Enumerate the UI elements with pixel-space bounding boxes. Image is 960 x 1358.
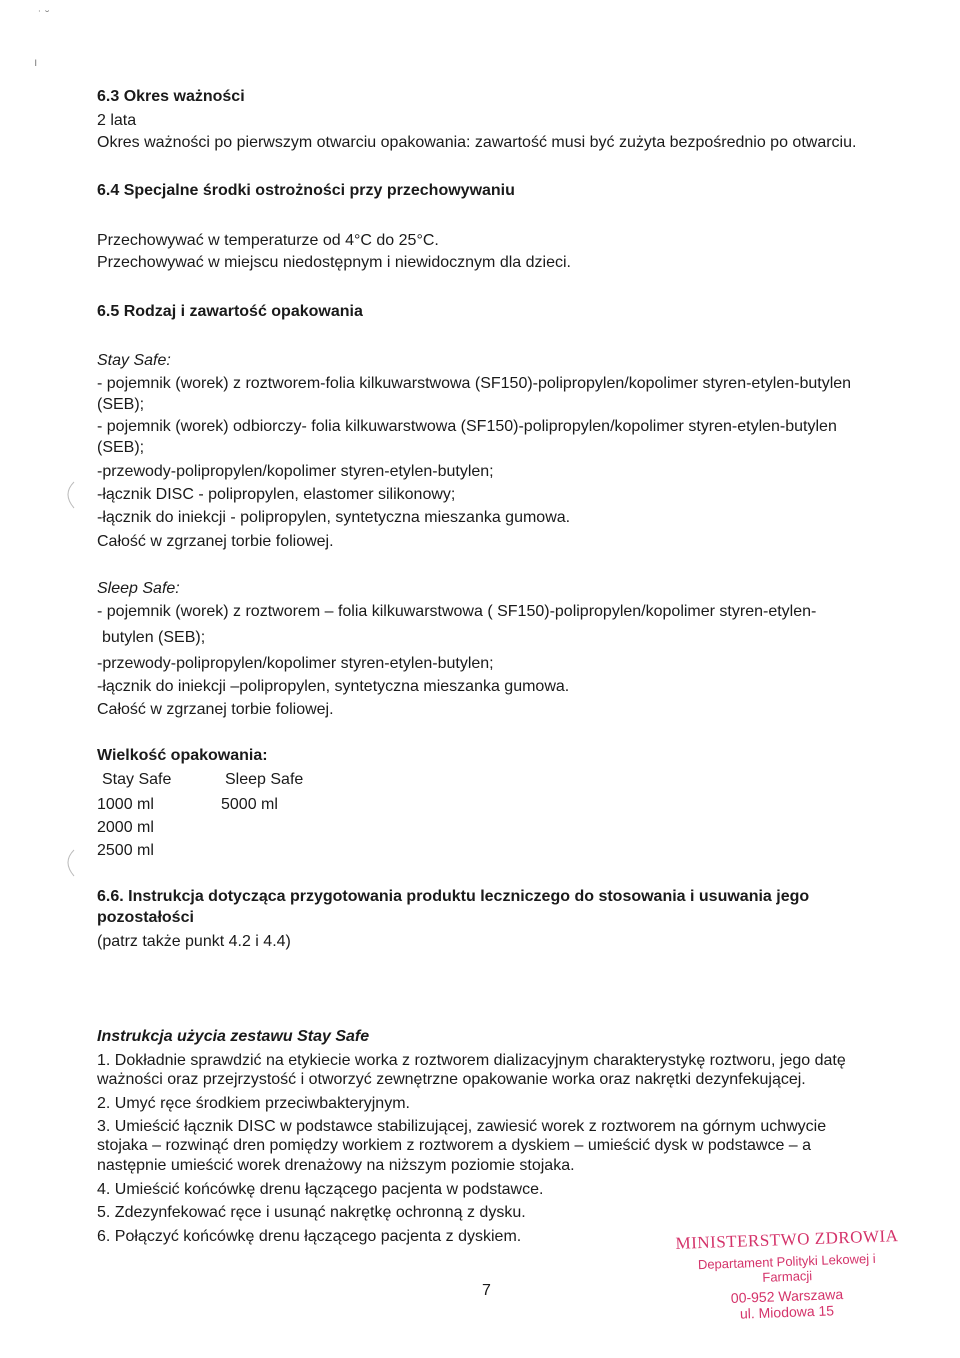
package-size-value: 2000 ml [97, 819, 154, 836]
section-6-6-heading: 6.6. Instrukcja dotycząca przygotowania produktu leczniczego do stosowania i usuwania jego [97, 888, 810, 905]
package-size-col2-header: Sleep Safe [225, 771, 304, 788]
stay-safe-line: -łącznik do iniekcji - polipropylen, syntetyczna mieszanka gumowa. [97, 509, 571, 526]
scan-artifact-mark: ı [34, 55, 38, 69]
stay-safe-line: - pojemnik (worek) z roztworem-folia kilkuwarstwowa (SF150)-polipropylen/kopolimer styren-etylen-butylen [97, 375, 852, 392]
section-6-3-text: Okres ważności po pierwszym otwarciu opakowania: zawartość musi być zużyta bezpośrednio po otwarciu. [97, 134, 857, 151]
sleep-safe-line: - pojemnik (worek) z roztworem – folia kilkuwarstwowa ( SF150)-polipropylen/kopolimer styren-etylen- [97, 603, 817, 620]
ministry-stamp [672, 1226, 902, 1322]
section-6-4-line: Przechowywać w temperaturze od 4°C do 25°C. [97, 232, 439, 249]
stamp-line: 00-952 Warszawa [730, 1286, 844, 1306]
section-6-3-value: 2 lata [97, 112, 137, 129]
stamp-line: MINISTERSTWO ZDROWIA [675, 1226, 899, 1253]
package-size-col1-header: Stay Safe [102, 771, 172, 788]
sleep-safe-line: butylen (SEB); [102, 629, 206, 646]
hole-punch-mark-icon [60, 848, 80, 878]
package-size-value: 5000 ml [221, 796, 278, 813]
sleep-safe-label: Sleep Safe: [97, 580, 180, 597]
section-6-4-line: Przechowywać w miejscu niedostępnym i niewidocznym dla dzieci. [97, 254, 571, 271]
page-number: 7 [482, 1282, 491, 1299]
stay-safe-line: - pojemnik (worek) odbiorczy- folia kilkuwarstwowa (SF150)-polipropylen/kopolimer styren-etylen-butylen [97, 418, 837, 435]
stay-safe-label: Stay Safe: [97, 352, 171, 369]
package-size-value: 1000 ml [97, 796, 154, 813]
instruction-line: 2. Umyć ręce środkiem przeciwbakteryjnym. [97, 1095, 410, 1112]
section-6-6-heading-cont: pozostałości [97, 909, 194, 926]
instruction-line: ważności oraz przejrzystość i otworzyć zewnętrzne opakowanie worka oraz nakrętki dezynfekującej. [97, 1071, 806, 1088]
stamp-line: Departament Polityki Lekowej i Farmacji [697, 1250, 876, 1285]
instruction-line: 3. Umieścić łącznik DISC w podstawce stabilizującej, zawiesić worek z roztworem na górnym uchwycie [97, 1118, 827, 1135]
sleep-safe-line: -łącznik do iniekcji –polipropylen, syntetyczna mieszanka gumowa. [97, 678, 570, 695]
section-6-6-note: (patrz także punkt 4.2 i 4.4) [97, 933, 291, 950]
instruction-line: następnie umieścić worek drenażowy na niższym poziomie stojaka. [97, 1157, 575, 1174]
scan-artifact-mark: ˙ ˘ [38, 8, 50, 22]
stay-safe-line: Całość w zgrzanej torbie foliowej. [97, 533, 334, 550]
hole-punch-mark-icon [60, 480, 80, 510]
section-6-5-heading: 6.5 Rodzaj i zawartość opakowania [97, 303, 363, 320]
instruction-line: 5. Zdezynfekować ręce i usunąć nakrętkę ochronną z dysku. [97, 1204, 526, 1221]
instruction-line: 1. Dokładnie sprawdzić na etykiecie worka z roztworem dializacyjnym charakterystykę roztworu, jego datę [97, 1052, 846, 1069]
instruction-line: 4. Umieścić końcówkę drenu łączącego pacjenta w podstawce. [97, 1181, 544, 1198]
stay-safe-line: -przewody-polipropylen/kopolimer styren-etylen-butylen; [97, 463, 494, 480]
package-size-value: 2500 ml [97, 842, 154, 859]
package-size-heading: Wielkość opakowania: [97, 747, 268, 764]
stay-safe-line: (SEB); [97, 439, 145, 456]
section-6-4-heading: 6.4 Specjalne środki ostrożności przy przechowywaniu [97, 182, 515, 199]
stamp-line: ul. Miodowa 15 [739, 1302, 835, 1322]
sleep-safe-line: -przewody-polipropylen/kopolimer styren-etylen-butylen; [97, 655, 494, 672]
instruction-line: stojaka – rozwinąć dren pomiędzy workiem z roztworem a dyskiem – umieścić dysk w podstawce – a [97, 1137, 812, 1154]
stay-safe-line: -łącznik DISC - polipropylen, elastomer silikonowy; [97, 486, 456, 503]
section-6-3-heading: 6.3 Okres ważności [97, 88, 245, 105]
instructions-heading: Instrukcja użycia zestawu Stay Safe [97, 1028, 370, 1045]
instruction-line: 6. Połączyć końcówkę drenu łączącego pacjenta z dyskiem. [97, 1228, 522, 1245]
stay-safe-line: (SEB); [97, 396, 145, 413]
sleep-safe-line: Całość w zgrzanej torbie foliowej. [97, 701, 334, 718]
